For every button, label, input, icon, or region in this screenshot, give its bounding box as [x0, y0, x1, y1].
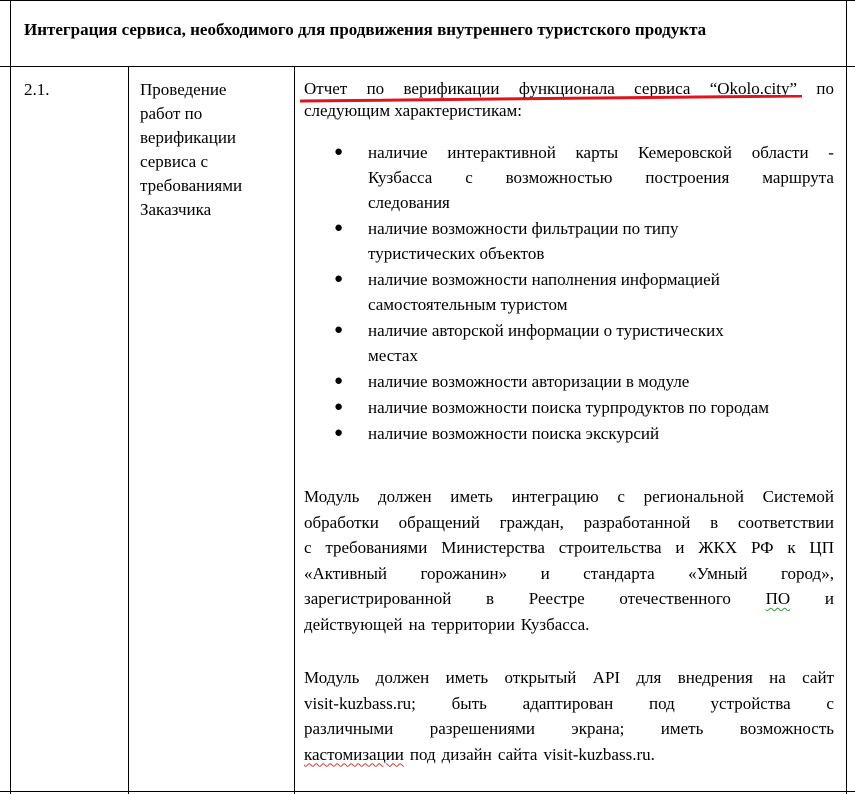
- paragraph-line: [304, 561, 834, 587]
- list-item-word: наличие: [368, 143, 428, 162]
- list-item-text: [368, 395, 834, 420]
- intro-word: “Okolo.city”: [709, 79, 798, 98]
- paragraph-word: ЦП: [809, 538, 834, 557]
- paragraph-word: требованиями: [325, 538, 428, 557]
- table-border-left: [10, 0, 11, 794]
- paragraph-word: устройства: [710, 693, 791, 713]
- paragraph-word: обработки: [304, 512, 379, 532]
- paragraph-line: [304, 586, 834, 612]
- table-border-right: [846, 0, 847, 794]
- list-item: [304, 395, 834, 420]
- paragraph-word: действующей: [304, 614, 403, 634]
- paragraph-word: региональной: [643, 487, 744, 506]
- list-item-text: [368, 369, 834, 394]
- paragraph-word: ПО: [765, 589, 791, 608]
- list-item: [304, 369, 834, 394]
- paragraph-word: Кузбасса.: [520, 614, 590, 634]
- list-item: [304, 421, 834, 446]
- list-item: [304, 140, 834, 215]
- list-item-line: [368, 165, 834, 190]
- paragraph-word: на: [408, 614, 426, 634]
- row-name: [140, 78, 280, 222]
- paragraph-word: разработанной: [583, 512, 691, 532]
- requirements-cell: [304, 78, 834, 447]
- paragraph-word: стандарта: [583, 563, 655, 583]
- row-name-line: Проведение: [140, 80, 227, 99]
- paragraph-word: зарегистрированной: [304, 589, 452, 608]
- intro-word: сервиса: [634, 79, 691, 98]
- paragraph-word: разрешениями: [429, 719, 535, 738]
- paragraph-word: под: [409, 744, 436, 764]
- paragraph-word: в: [486, 589, 495, 608]
- table-border-bottom: [0, 791, 855, 792]
- row-name-line: сервиса с: [140, 152, 209, 171]
- paragraph-word: Модуль: [304, 668, 360, 687]
- paragraph-word: экрана;: [571, 719, 625, 738]
- intro-word: Отчет: [304, 79, 348, 98]
- list-item-word: возможностью: [505, 168, 613, 187]
- bullet-dot-icon: ●: [334, 399, 344, 415]
- integration-paragraph: [304, 484, 834, 637]
- list-item-line: [368, 343, 834, 368]
- paragraph-word: сайт: [802, 668, 834, 687]
- paragraph-word: к: [787, 538, 796, 557]
- list-item-text: [368, 140, 834, 215]
- paragraph-line: [304, 665, 834, 691]
- intro-line: [304, 78, 834, 100]
- paragraph-word: различными: [304, 719, 394, 738]
- list-item-line: [368, 140, 834, 165]
- paragraph-word: для: [636, 668, 662, 687]
- paragraph-word: под: [649, 693, 675, 713]
- paragraph-line: [304, 510, 834, 536]
- list-item-word: наличие возможности наполнения информацией: [368, 270, 720, 289]
- list-item: [304, 318, 834, 368]
- red-annotation-underline: [300, 95, 802, 103]
- paragraph-word: внедрения: [677, 668, 753, 687]
- paragraph-line: [304, 716, 834, 742]
- paragraph-word: строительства: [558, 538, 662, 557]
- paragraph-word: Системой: [762, 487, 834, 506]
- paragraph-word: в: [710, 512, 719, 532]
- bullet-dot-icon: ●: [334, 425, 344, 441]
- paragraph-word: «Умный: [688, 563, 748, 583]
- list-item-line: [368, 421, 834, 446]
- list-item-word: области: [751, 143, 809, 162]
- section-title: Интеграция сервиса, необходимого для продвижения внутреннего туристского продукта: [24, 20, 707, 39]
- paragraph-word: интеграцию: [511, 487, 599, 506]
- paragraph-word: Реестре: [528, 589, 585, 608]
- paragraph-word: быть: [451, 693, 487, 713]
- column-divider-1: [128, 66, 129, 794]
- row-number: 2.1.: [24, 80, 50, 99]
- paragraph-word: кастомизации: [304, 744, 404, 764]
- list-item-word: наличие возможности поиска экскурсий: [368, 424, 660, 443]
- column-divider-2: [294, 66, 295, 794]
- list-item-line: [368, 318, 834, 343]
- list-item-word: наличие возможности авторизации в модуле: [368, 372, 690, 391]
- list-item-word: следования: [368, 193, 450, 212]
- paragraph-word: отечественного: [619, 589, 731, 608]
- paragraph-word: и: [824, 589, 834, 608]
- paragraph-word: visit-kuzbass.ru.: [543, 744, 655, 764]
- paragraph-word: город»,: [780, 563, 834, 583]
- paragraph-line: [304, 484, 834, 510]
- list-item-line: [368, 267, 834, 292]
- list-item-line: [368, 292, 834, 317]
- list-item-word: маршрута: [762, 168, 834, 187]
- list-item-line: [368, 216, 834, 241]
- table-border-top: [0, 0, 855, 1]
- paragraph-word: с: [617, 487, 625, 506]
- intro-word: функционала: [518, 79, 615, 98]
- paragraph-line: [304, 535, 834, 561]
- list-item-word: интерактивной: [447, 143, 556, 162]
- row-name-line: верификации: [140, 128, 237, 147]
- paragraph-word: с: [826, 693, 834, 713]
- bullet-dot-icon: ●: [334, 220, 344, 236]
- bullet-dot-icon: ●: [334, 322, 344, 338]
- paragraph-word: Министерства: [441, 538, 545, 557]
- paragraph-word: иметь: [450, 487, 493, 506]
- intro-word: по: [366, 79, 385, 98]
- list-item-word: Кузбасса: [368, 168, 433, 187]
- intro-line-2: следующим характеристикам:: [304, 101, 522, 120]
- row-name-line: Заказчика: [140, 200, 212, 219]
- intro-word: верификации: [403, 79, 500, 98]
- list-item-word: построения: [645, 168, 730, 187]
- list-item-word: наличие авторской информации о туристических: [368, 321, 724, 340]
- list-item-word: наличие возможности поиска турпродуктов по городам: [368, 398, 770, 417]
- bullet-dot-icon: ●: [334, 144, 344, 160]
- list-item-word: Кемеровской: [637, 143, 732, 162]
- list-item-line: [368, 190, 834, 215]
- list-item-text: [368, 267, 834, 317]
- list-item-word: с: [465, 168, 473, 187]
- paragraph-word: территории: [431, 614, 515, 634]
- paragraph-word: соответствии: [737, 512, 834, 532]
- list-item-word: местах: [368, 346, 418, 365]
- list-item-word: самостоятельным туристом: [368, 295, 568, 314]
- paragraph-word: должен: [375, 668, 430, 687]
- paragraph-word: РФ: [750, 538, 774, 557]
- paragraph-word: адаптирован: [522, 693, 614, 713]
- list-item-word: карты: [575, 143, 619, 162]
- paragraph-word: граждан,: [499, 512, 564, 532]
- list-item-line: [368, 241, 834, 266]
- list-item-line: [368, 369, 834, 394]
- list-item-line: [368, 395, 834, 420]
- paragraph-word: Модуль: [304, 487, 360, 506]
- bullet-dot-icon: ●: [334, 373, 344, 389]
- paragraph-word: «Активный: [304, 563, 387, 583]
- list-item-word: наличие возможности фильтрации по типу: [368, 219, 679, 238]
- paragraph-line: [304, 612, 834, 638]
- paragraph-word: API: [592, 668, 621, 687]
- list-item: [304, 216, 834, 266]
- paragraph-word: на: [769, 668, 786, 687]
- row-name-line: работ по: [140, 104, 203, 123]
- paragraph-word: открытый: [504, 668, 577, 687]
- list-item: [304, 267, 834, 317]
- paragraph-word: горожанин»: [420, 563, 508, 583]
- paragraph-word: и: [675, 538, 685, 557]
- list-item-text: [368, 421, 834, 446]
- row-name-line: требованиями: [140, 176, 243, 195]
- intro-word: по: [816, 79, 834, 98]
- paragraph-word: иметь: [445, 668, 489, 687]
- paragraph-word: с: [304, 538, 312, 557]
- list-item-word: туристических объектов: [368, 244, 545, 263]
- list-item-text: [368, 318, 834, 368]
- characteristics-list: [304, 140, 834, 446]
- paragraph-word: должен: [378, 487, 432, 506]
- paragraph-word: иметь: [660, 719, 704, 738]
- paragraph-word: ЖКХ: [698, 538, 738, 557]
- paragraph-word: дизайн: [441, 744, 492, 764]
- paragraph-word: visit-kuzbass.ru;: [304, 693, 416, 713]
- paragraph-word: и: [540, 563, 550, 583]
- paragraph-line: [304, 742, 834, 768]
- paragraph-line: [304, 691, 834, 717]
- paragraph-word: возможность: [739, 719, 834, 738]
- bullet-dot-icon: ●: [334, 271, 344, 287]
- paragraph-word: сайта: [497, 744, 538, 764]
- paragraph-word: обращений: [398, 512, 480, 532]
- api-paragraph: [304, 665, 834, 767]
- list-item-word: -: [828, 143, 834, 162]
- list-item-text: [368, 216, 834, 266]
